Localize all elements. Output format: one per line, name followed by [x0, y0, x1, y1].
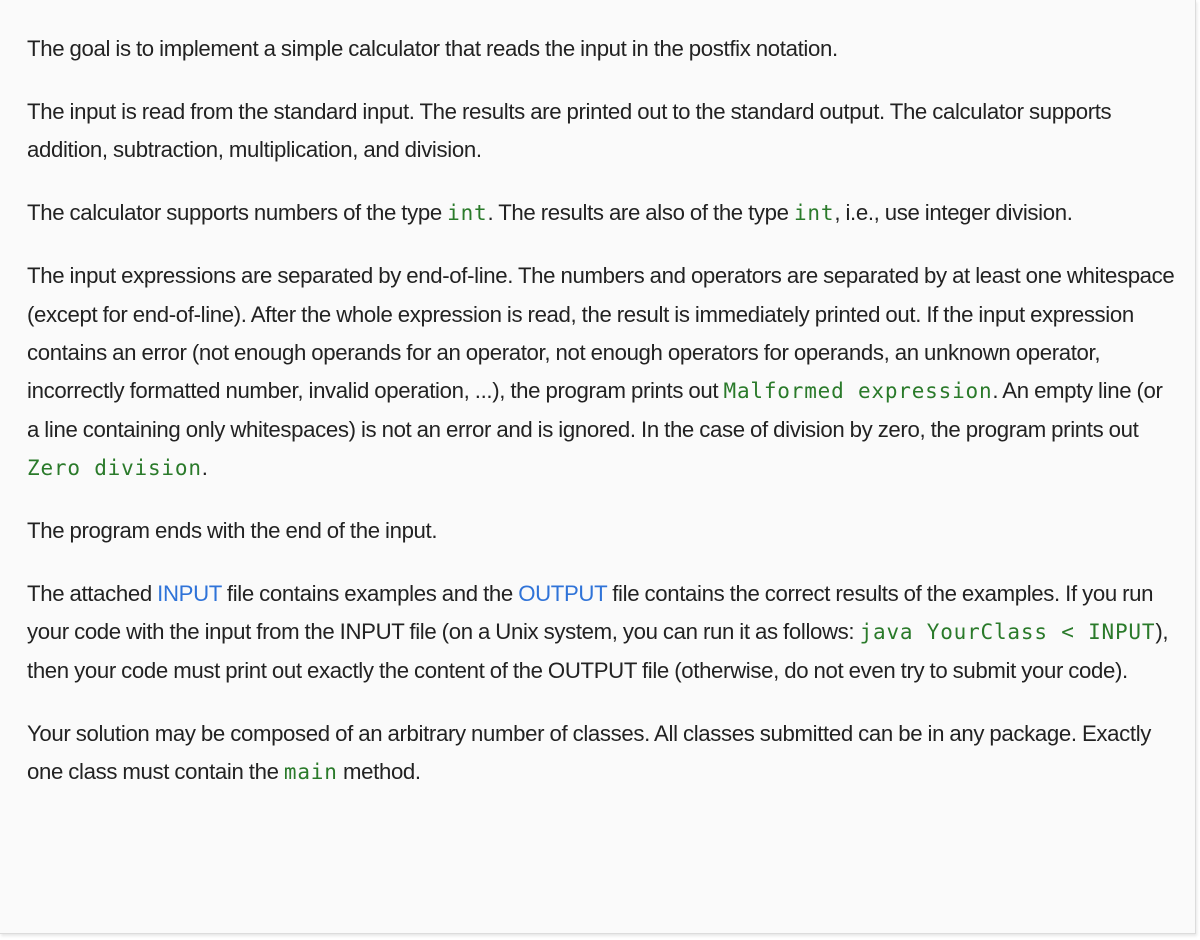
output-file-link[interactable]: OUTPUT	[518, 580, 607, 606]
end-text: The program ends with the end of the input.	[27, 518, 438, 544]
attachments-text-2: file contains examples and the	[221, 580, 519, 606]
paragraph-goal	[27, 30, 1175, 68]
code-zero-division: Zero division	[27, 456, 202, 481]
paragraph-end	[27, 512, 1175, 550]
attachments-text-3: file contains the correct results of the examples. If you run your code with the input from the INPUT file (on a Unix system, you can run it as follows:	[27, 580, 1154, 645]
code-int: int	[793, 201, 835, 226]
code-main: main	[283, 760, 338, 785]
paragraph-attachments	[27, 575, 1175, 690]
code-malformed-expression: Malformed expression	[723, 379, 993, 404]
attachments-text-1: The attached	[27, 580, 158, 606]
expressions-text-2: . An empty line (or a line containing only whitespaces) is not an error and is ignored. In the case of division by zero, the program prints out	[27, 378, 1163, 442]
io-text: The input is read from the standard input. The results are printed out to the standard output. The calculator supports addition, subtraction, multiplication, and division.	[27, 98, 1112, 163]
paragraph-solution	[27, 715, 1175, 792]
code-int: int	[447, 201, 488, 226]
types-text-3: , i.e., use integer division.	[834, 200, 1073, 226]
paragraph-types	[27, 194, 1175, 232]
paragraph-expressions	[27, 257, 1175, 487]
solution-text-1: Your solution may be composed of an arbitrary number of classes. All classes submitted can be in any package. Exactly one class must contain the	[27, 720, 1152, 785]
types-text-2: . The results are also of the type	[487, 200, 794, 226]
input-file-link[interactable]: INPUT	[157, 580, 222, 606]
goal-text: The goal is to implement a simple calculator that reads the input in the postfix notation.	[27, 36, 838, 61]
expressions-text-1: The input expressions are separated by end-of-line. The numbers and operators are separated by at least one whitespace (except for end-of-line). After the whole expression is read, the result is immediately printed out. If the input expression contains an error (not enough operands for an operator, not enough operators for operands, an unknown operator, incorrectly formatted number, invalid operation, ...), the program prints out	[27, 263, 1175, 404]
paragraph-io	[27, 93, 1175, 170]
code-java-command: java YourClass < INPUT	[859, 620, 1156, 645]
attachments-text-4: ), then your code must print out exactly the content of the OUTPUT file (otherwise, do not even try to submit your code).	[27, 619, 1169, 683]
expressions-text-3: .	[201, 455, 208, 481]
solution-text-2: method.	[337, 759, 421, 785]
types-text-1: The calculator supports numbers of the type	[27, 200, 448, 226]
